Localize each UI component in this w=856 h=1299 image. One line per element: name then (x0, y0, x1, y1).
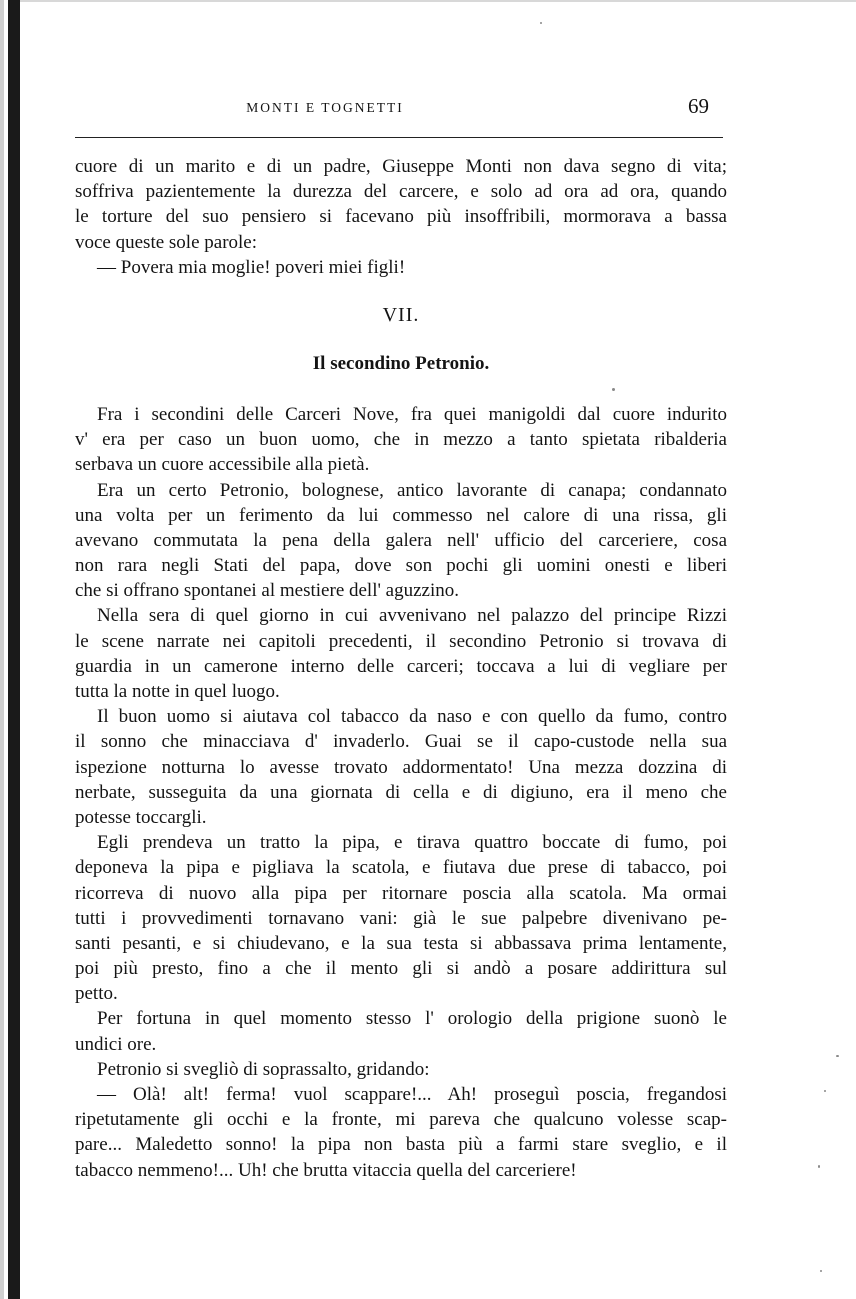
text-line: tutta la notte in quel luogo. (75, 681, 280, 702)
paper-speck (820, 1270, 822, 1272)
paragraph (75, 478, 727, 604)
text-line: santi pesanti, e si chiudevano, e la sua testa si abbassava prima lentamente, (75, 932, 727, 954)
text-line: serbava un cuore accessibile alla pietà. (75, 454, 370, 476)
text-line: una volta per un ferimento da lui commesso nel calore di una rissa, gli (75, 504, 727, 526)
text-line: Nella sera di quel giorno in cui avvenivano nel palazzo del principe Rizzi (97, 605, 727, 627)
running-title: MONTI E TOGNETTI (246, 100, 404, 115)
text-line: Era un certo Petronio, bolognese, antico lavorante di canapa; condannato (97, 479, 727, 501)
paragraph (75, 1006, 727, 1056)
page-body (75, 154, 727, 1183)
paragraph (75, 830, 727, 1006)
text-line: poi più presto, fino a che il mento gli si andò a posare addirittura sul (75, 958, 727, 980)
binding-edge (8, 0, 20, 1299)
text-line: le scene narrate nei capitoli precedenti, il secondino Petronio si trovava di (75, 630, 727, 652)
text-line: che si offrano spontanei al mestiere dell' aguzzino. (75, 580, 459, 602)
page-number: 69 (688, 94, 709, 118)
text-line: voce queste sole parole: (75, 231, 258, 253)
chapter-number: VII. (382, 303, 420, 326)
text-line: il sonno che minacciava d' invaderlo. Guai se il capo-custode nella sua (75, 731, 727, 753)
paragraph (75, 704, 727, 830)
text-line: ripetutamente gli occhi e la fronte, mi pareva che qualcuno volesse scap- (75, 1109, 727, 1131)
text-line: tutti i provvedimenti tornavano vani: già le sue palpebre divenivano pe- (75, 907, 727, 929)
text-line: nerbate, susseguita da una giornata di cella e di digiuno, era il meno che (75, 781, 727, 803)
text-line: le torture del suo pensiero si facevano più insoffribili, mormorava a bassa (75, 206, 727, 228)
paper-speck (824, 1090, 826, 1092)
text-line: petto. (75, 983, 118, 1005)
paper-speck (612, 388, 615, 391)
text-line: Fra i secondini delle Carceri Nove, fra quei manigoldi dal cuore indurito (97, 403, 727, 425)
paragraph (75, 603, 727, 704)
text-line: non rara negli Stati del papa, dove son pochi gli uomini onesti e liberi (75, 555, 727, 577)
text-line: pare... Maledetto sonno! la pipa non basta più a farmi stare sveglio, e il (75, 1134, 727, 1156)
text-line: — Olà! alt! ferma! vuol scappare!... Ah! proseguì poscia, fregandosi (97, 1084, 727, 1105)
text-line: Il buon uomo si aiutava col tabacco da naso e con quello da fumo, contro (97, 706, 727, 728)
text-line: — Povera mia moglie! poveri miei figli! (97, 256, 406, 278)
top-page-edge (20, 0, 856, 2)
text-line: ispezione notturna lo avesse trovato addormentato! Una mezza dozzina di (75, 756, 727, 778)
page-edge-shadow (0, 0, 4, 1299)
paragraph (75, 1082, 727, 1183)
text-line: Petronio si svegliò di soprassalto, gridando: (97, 1058, 430, 1080)
paragraph (75, 154, 727, 255)
chapter-title: Il secondino Petronio. (312, 352, 490, 374)
text-line: deponeva la pipa e pigliava la scatola, e fiutava due prese di tabacco, poi (75, 857, 727, 879)
paper-speck (540, 22, 542, 24)
paper-speck (818, 1165, 820, 1168)
text-line: Egli prendeva un tratto la pipa, e tirava quattro boccate di fumo, poi (97, 832, 727, 854)
text-line: undici ore. (75, 1033, 157, 1055)
text-line: avevano commutata la pena della galera nell' ufficio del carceriere, cosa (75, 529, 727, 551)
paragraph (75, 402, 727, 478)
text-line: Per fortuna in quel momento stesso l' orologio della prigione suonò le (97, 1008, 727, 1030)
text-line: guardia in un camerone interno delle carceri; toccava a lui di vegliare per (75, 655, 727, 677)
running-header (75, 90, 725, 120)
text-line: potesse toccargli. (75, 806, 207, 828)
header-rule (75, 137, 723, 138)
paper-speck (836, 1055, 839, 1057)
text-line: v' era per caso un buon uomo, che in mezzo a tanto spietata ribalderia (75, 429, 727, 451)
paragraph (75, 1057, 727, 1082)
paragraph (75, 255, 727, 280)
text-line: cuore di un marito e di un padre, Giuseppe Monti non dava segno di vita; (75, 156, 727, 177)
text-line: ricorreva di nuovo alla pipa per ritornare poscia alla scatola. Ma ormai (75, 882, 727, 904)
text-line: soffriva pazientemente la durezza del carcere, e solo ad ora ad ora, quando (75, 181, 727, 203)
text-line: tabacco nemmeno!... Uh! che brutta vitaccia quella del carceriere! (75, 1159, 577, 1181)
